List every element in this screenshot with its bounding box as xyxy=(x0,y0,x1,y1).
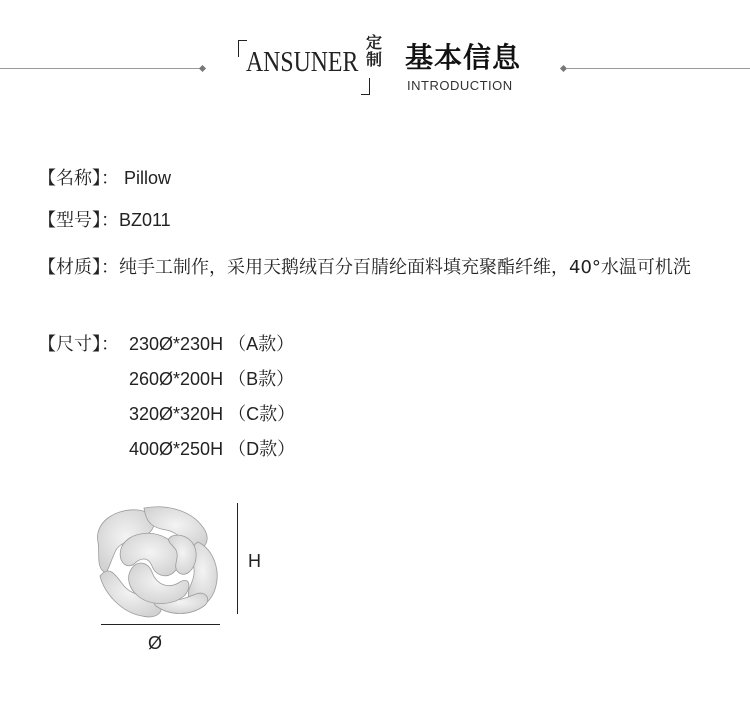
model-value: ：BZ011 xyxy=(101,210,171,230)
brand-bracket-bottom-right xyxy=(361,78,370,95)
header-divider-right xyxy=(566,68,750,69)
model-label: 【型号】 xyxy=(38,210,101,231)
name-label: 【名称】 xyxy=(38,168,101,189)
diameter-label: Ø xyxy=(148,633,163,653)
brand-suffix: 定制 xyxy=(366,33,383,69)
section-subtitle: INTRODUCTION xyxy=(407,78,513,93)
info-row-model xyxy=(38,203,171,238)
knot-pillow-illustration xyxy=(86,502,226,624)
header-divider-left-diamond xyxy=(199,65,206,72)
size-option-d: 400Ø*250H （D款） xyxy=(129,439,296,459)
diameter-dimension-line xyxy=(101,624,220,625)
size-option-a: 230Ø*230H （A款） xyxy=(129,334,295,354)
size-option-c: 320Ø*320H （C款） xyxy=(129,404,296,424)
info-row-size xyxy=(38,327,119,362)
material-label: 【材质】 xyxy=(38,257,101,278)
header-divider-left xyxy=(0,68,202,69)
section-title: 基本信息 xyxy=(405,41,522,74)
size-prefix: ： xyxy=(101,334,119,354)
height-dimension-line xyxy=(237,503,238,614)
info-row-material xyxy=(38,250,728,285)
size-option-b: 260Ø*200H （B款） xyxy=(129,369,295,389)
material-value: ：纯手工制作，采用天鹅绒百分百腈纶面料填充聚酯纤维，40°水温可机洗 xyxy=(101,257,691,278)
brand-logo-text: ANSUNER xyxy=(246,46,359,78)
info-row-name xyxy=(38,161,171,196)
height-label: H xyxy=(248,551,261,571)
size-label: 【尺寸】 xyxy=(38,334,101,355)
name-value: ： Pillow xyxy=(101,168,172,188)
